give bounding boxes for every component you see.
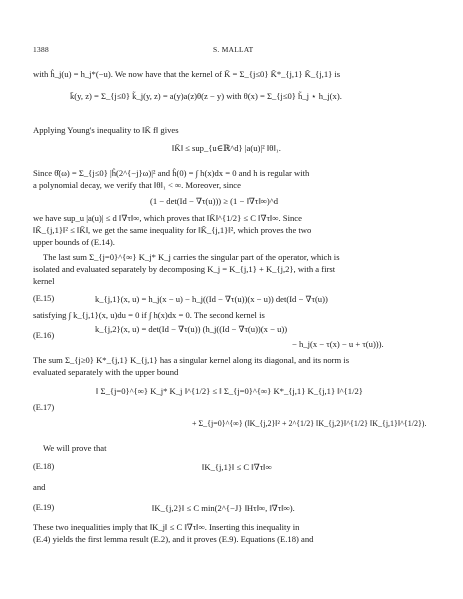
page-number: 1388	[33, 45, 49, 54]
text-line: Since θ̂(ω) = Σ_{j≤0} |ĥ(2^{−j}ω)|² and ĥ(0) = ∫ h(x)dx = 0 and h is regular with	[33, 168, 310, 178]
text-line: with ĥ_j(u) = h_j*(−u). We now have that the kernel of K̄ = Σ_{j≤0} K̃*_{j,1} K̃_{j,1} is	[33, 69, 341, 79]
text-line: and	[33, 482, 46, 492]
text-line: a polynomial decay, we verify that ‖θ‖₁ < ∞. Moreover, since	[33, 180, 241, 190]
display-equation: + Σ_{j=0}^{∞} (‖K_{j,2}‖² + 2^{1/2} ‖K_{j,2}‖^{1/2} ‖K_{j,1}‖^{1/2}).	[192, 419, 427, 428]
running-head: S. MALLAT	[213, 45, 254, 54]
text-line: satisfying ∫ k_{j,1}(x, u)du = 0 if ∫ h(x)dx = 0. The second kernel is	[33, 310, 265, 320]
text-line: evaluated separately with the upper bound	[33, 367, 179, 377]
display-equation: k_{j,2}(x, u) = det(Id − ∇τ(u)) (h_j((Id − ∇τ(u))(x − u))	[95, 324, 288, 334]
display-equation: (1 − det(Id − ∇τ(u))) ≥ (1 − ‖∇τ‖∞)^d	[150, 196, 279, 206]
text-line: upper bounds of (E.14).	[33, 237, 115, 247]
equation-label: (E.17)	[33, 403, 55, 412]
display-equation: k_{j,1}(x, u) = h_j(x − u) − h_j((Id − ∇τ(u))(x − u)) det(Id − ∇τ(u))	[95, 294, 328, 304]
display-equation: ‖ Σ_{j=0}^{∞} K_j* K_j ‖^{1/2} ≤ ‖ Σ_{j=0}^{∞} K*_{j,1} K_{j,1} ‖^{1/2}	[96, 386, 363, 396]
equation-label: (E.15)	[33, 294, 55, 303]
text-line: we have sup_u |a(u)| ≤ d ‖∇τ‖∞, which proves that ‖K̄‖^{1/2} ≤ C ‖∇τ‖∞. Since	[33, 213, 302, 223]
text-line: The sum Σ_{j≥0} K*_{j,1} K_{j,1} has a singular kernel along its diagonal, and its norm is	[33, 355, 350, 365]
equation-label: (E.18)	[33, 462, 55, 471]
text-line: These two inequalities imply that ‖K_j‖ ≤ C ‖∇τ‖∞. Inserting this inequality in	[33, 522, 300, 532]
text-line: isolated and evaluated separately by decomposing K_j = K_{j,1} + K_{j,2}, with a first	[33, 264, 336, 274]
display-equation: ‖K̄‖ ≤ sup_{u∈ℝ^d} |a(u)|² ‖θ‖₁.	[172, 143, 281, 153]
text-line: The last sum Σ_{j=0}^{∞} K_j* K_j carries the singular part of the operator, which is	[43, 252, 340, 262]
text-line: ‖K̃_{j,1}‖² ≤ ‖K̄‖, we get the same inequality for ‖K̃_{j,1}‖², which proves the two	[33, 225, 312, 235]
equation-label: (E.19)	[33, 503, 55, 512]
equation-label: (E.16)	[33, 331, 55, 340]
display-equation: ‖K_{j,2}‖ ≤ C min(2^{−J} ‖Hτ‖∞, ‖∇τ‖∞).	[152, 503, 295, 513]
text-line: kernel	[33, 276, 55, 286]
display-equation: ‖K_{j,1}‖ ≤ C ‖∇τ‖∞	[202, 462, 272, 472]
display-equation: k̄(y, z) = Σ_{j≤0} k̃_j(y, z) = a(y)a(z)θ(z − y) with θ(x) = Σ_{j≤0} h̃_j ⋆ h_j(x).	[70, 91, 342, 101]
text-line: We will prove that	[43, 443, 107, 453]
display-equation: − h_j(x − τ(x) − u + τ(u))).	[292, 339, 384, 349]
text-line: (E.4) yields the first lemma result (E.2), and it proves (E.9). Equations (E.18) and	[33, 534, 314, 544]
text-line: Applying Young's inequality to ‖K̄ f‖ gives	[33, 125, 179, 135]
